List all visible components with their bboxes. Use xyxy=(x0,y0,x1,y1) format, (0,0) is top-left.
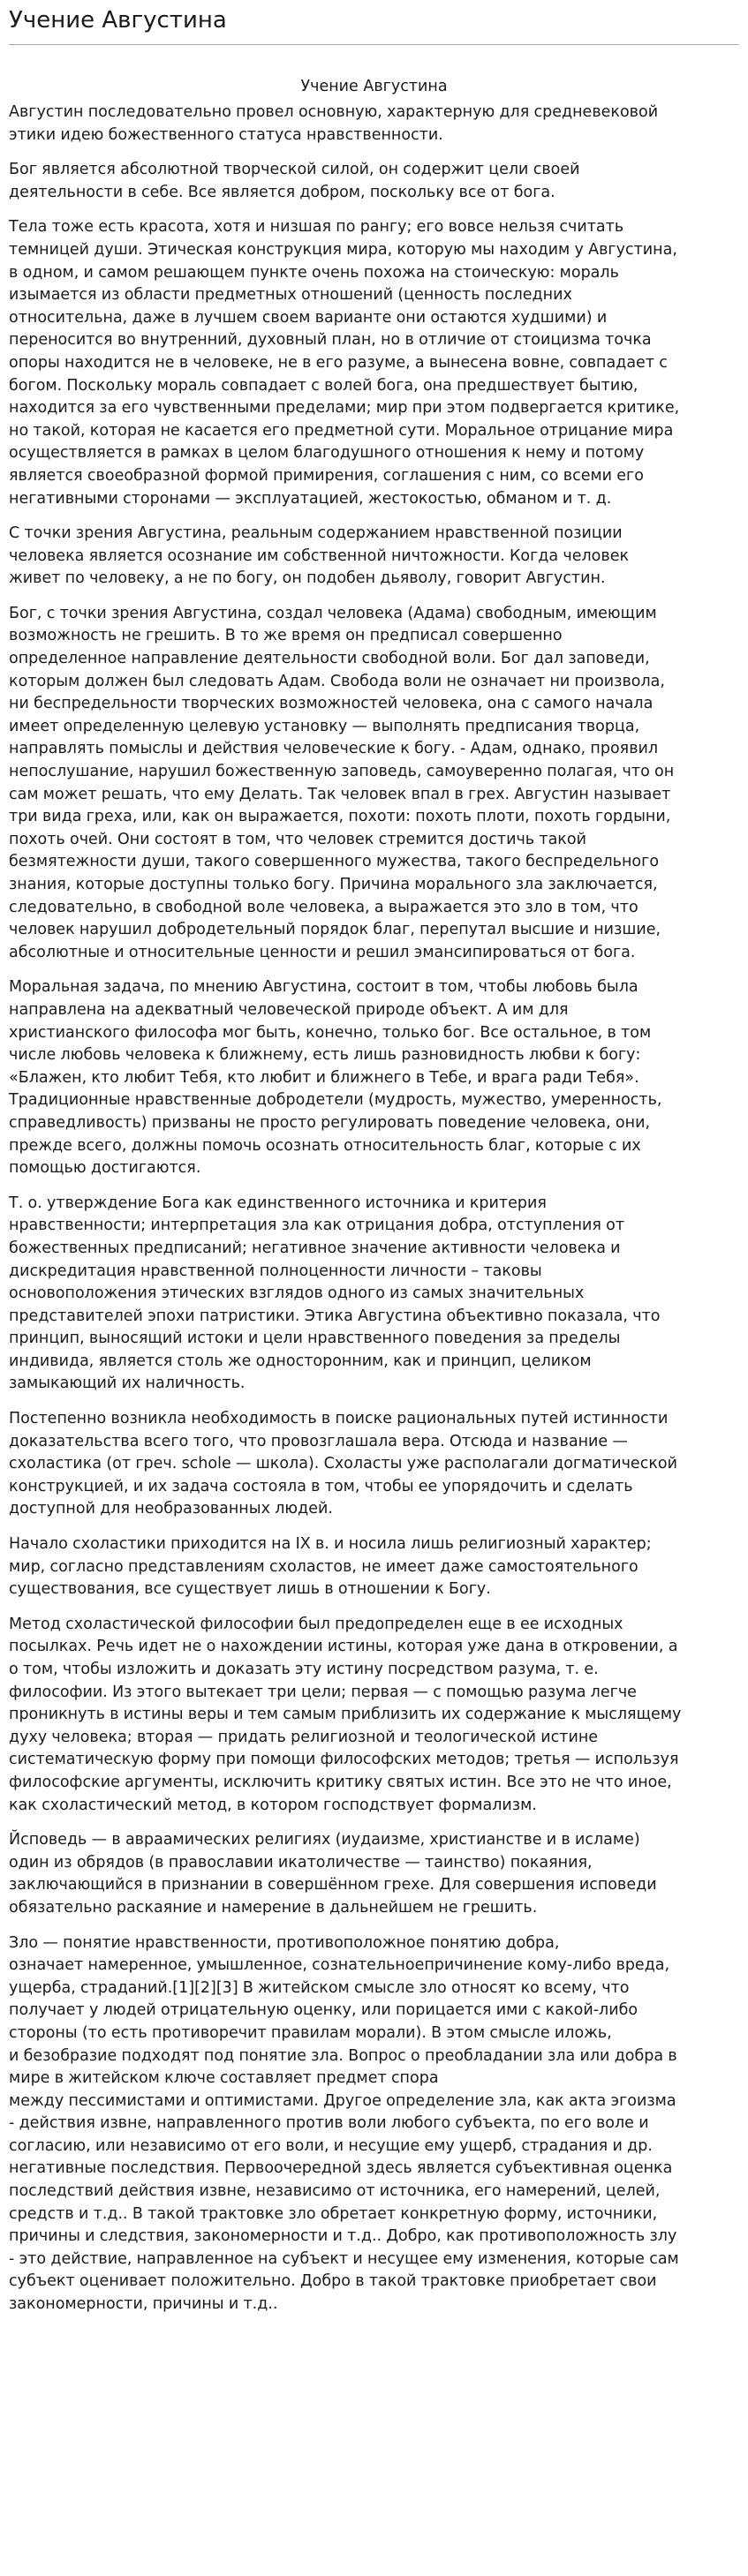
title-divider xyxy=(9,44,739,45)
paragraph-9: Начало схоластики приходится на IX в. и носила лишь религиозный характер; мир, согласно представлениям схоластов, не имеет даже самостоятельного существования, все существует лишь в отношении к Богу. xyxy=(9,1535,652,1599)
paragraph-8: Постепенно возникла необходимость в поиске рациональных путей истинности доказательства всего того, что провозглашала вера. Отсюда и название — схоластика (от греч. schole — школа). Схоласты уже располагали догматической конструкцией, и их задача состояла в том, чтобы ее упорядочить и сделать доступной для необразованных людей. xyxy=(9,1410,677,1518)
page-title: Учение Августина xyxy=(9,7,227,34)
paragraph-6: Моральная задача, по мнению Августина, состоит в том, чтобы любовь была направлена на адекватный человеческой природе объект. А им для христианского философа мог быть, конечно, только бог. Все остальное, в том числе любовь человека к ближнему, есть лишь разновидность любви к богу: «Блажен, кто любит Тебя, кто любит и ближнего в Тебе, и врага ради Тебя». Традиционные нравственные добродетели (мудрость, мужество, умеренность, справедливость) призваны не просто регулировать поведение человека, они, прежде всего, должны помочь осознать относительность благ, которые с их помощью достигаются. xyxy=(9,978,662,1178)
paragraph-1: Августин последовательно провел основную, характерную для средневековой этики идею божественного статуса нравственности. xyxy=(9,103,659,144)
paragraph-2: Бог является абсолютной творческой силой, он содержит цели своей деятельности в себе. Все является добром, поскольку все от бога. xyxy=(9,161,580,201)
paragraph-7: Т. о. утверждение Бога как единственного источника и критерия нравственности; интерпретация зла как отрицания добра, отступления от божественных предписаний; негативное значение активности человека и дискредитация нравственной полноценности личности – таковы основоположения этических взглядов одного из самых значительных представителей эпохи патристики. Этика Августина объективно показала, что принцип, выносящий истоки и цели нравственного поведения за пределы индивида, является столь же односторонним, как и принцип, целиком замыкающий их наличность. xyxy=(9,1194,661,1393)
paragraph-12: Зло — понятие нравственности, противоположное понятию добра, означает намеренное, умышленное, сознательноепричинение кому-либо вреда, ущерба, страданий.[1][2][3] В житейском смысле зло относят ко всему, что получает у людей отрицательную оценку, или порицается ими с какой-либо стороны (то есть противоречит правилам морали). В этом смысле иложь, и безобразие подходят под понятие зла. Вопрос о преобладании зла или добра в мире в житейском ключе составляет предмет спора между пессимистами и оптимистами. Другое определение зла, как акта эгоизма - действия извне, направленного против воли любого субъекта, по его воле и согласию, или независимо от его воли, и несущие ему ущерб, страдания и др. негативные последствия. Первоочередной здесь является субъективная оценка последствий действия извне, независимо от источника, его намерений, целей, средств и т.д.. В такой трактовке зло обретает конкретную форму, источники, причины и следствия, закономерности и т.д.. Добро, как противоположность злу - это действие, направленное на субъект и несущее ему изменения, которые сам субъект оценивает положительно. Добро в такой трактовке приобретает свои закономерности, причины и т.д.. xyxy=(9,1933,679,2314)
paragraph-11: Йсповедь — в авраамических религиях (иудаизме, христианстве и в исламе) один из обрядов (в православии икатоличестве — таинство) покаяния, заключающийся в признании в совершённом грехе. Для совершения исповеди обязательно раскаяние и намерение в дальнейшем не грешить. xyxy=(9,1831,657,1917)
paragraph-4: С точки зрения Августина, реальным содержанием нравственной позиции человека является осознание им собственной ничтожности. Когда человек живет по человеку, а не по богу, он подобен дьяволу, говорит Августин. xyxy=(9,524,630,588)
content-heading: Учение Августина xyxy=(300,78,448,95)
paragraph-3: Тела тоже есть красота, хотя и низшая по рангу; его вовсе нельзя считать темницей души. Этическая конструкция мира, которую мы находим у Августина, в одном, и самом решающем пункте очень похожа на стоическую: мораль изымается из области предметных отношений (ценность последних относительна, даже в лучшем своем варианте они остаются худшими) и переносится во внутренний, духовный план, но в отличие от стоицизма точка опоры находится не в человеке, не в его разуме, а вынесена вовне, совпадает с богом. Поскольку мораль совпадает с волей бога, она предшествует бытию, находится за его чувственными пределами; мир при этом подвергается критике, но такой, которая не касается его предметной сути. Моральное отрицание мира осуществляется в рамках в целом благодушного отношения к нему и потому является своеобразной формой примирения, соглашения с ним, со всеми его негативными сторонами — эксплуатацией, жестокостью, обманом и т. д. xyxy=(9,218,680,508)
paragraph-5: Бог, с точки зрения Августина, создал человека (Адама) свободным, имеющим возможность не грешить. В то же время он предписал совершенно определенное направление деятельности свободной воли. Бог дал заповеди, которым должен был следовать Адам. Свобода воли не означает ни произвола, ни беспредельности творческих возможностей человека, она с самого начала имеет определенную целевую установку — выполнять предписания творца, направлять помыслы и действия человеческие к богу. - Адам, однако, проявил непослушание, нарушил божественную заповедь, самоуверенно полагая, что он сам может решать, что ему Делать. Так человек впал в грех. Августин называет три вида греха, или, как он выражается, похоти: похоть плоти, похоть гордыни, похоть очей. Они состоят в том, что человек стремится достичь такой безмятежности души, такого совершенного мужества, такого беспредельного знания, которые доступны только богу. Причина морального зла заключается, следовательно, в свободной воле человека, а выражается это зло в том, что человек нарушил добродетельный порядок благ, перепутал высшие и низшие, абсолютные и относительные ценности и решил эмансипироваться от бога. xyxy=(9,604,675,961)
paragraph-10: Метод схоластической философии был предопределен еще в ее исходных посылках. Речь идет не о нахождении истины, которая уже дана в откровении, а о том, чтобы изложить и доказать эту истину посредством разума, т. е. философии. Из этого вытекает три цели; первая — с помощью разума легче проникнуть в истины веры и тем самым приблизить их содержание к мыслящему духу человека; вторая — придать религиозной и теологической истине систематическую форму при помощи философских методов; третья — используя философские аргументы, исключить критику святых истин. Все это не что иное, как схоластический метод, в котором господствует формализм. xyxy=(9,1615,682,1814)
